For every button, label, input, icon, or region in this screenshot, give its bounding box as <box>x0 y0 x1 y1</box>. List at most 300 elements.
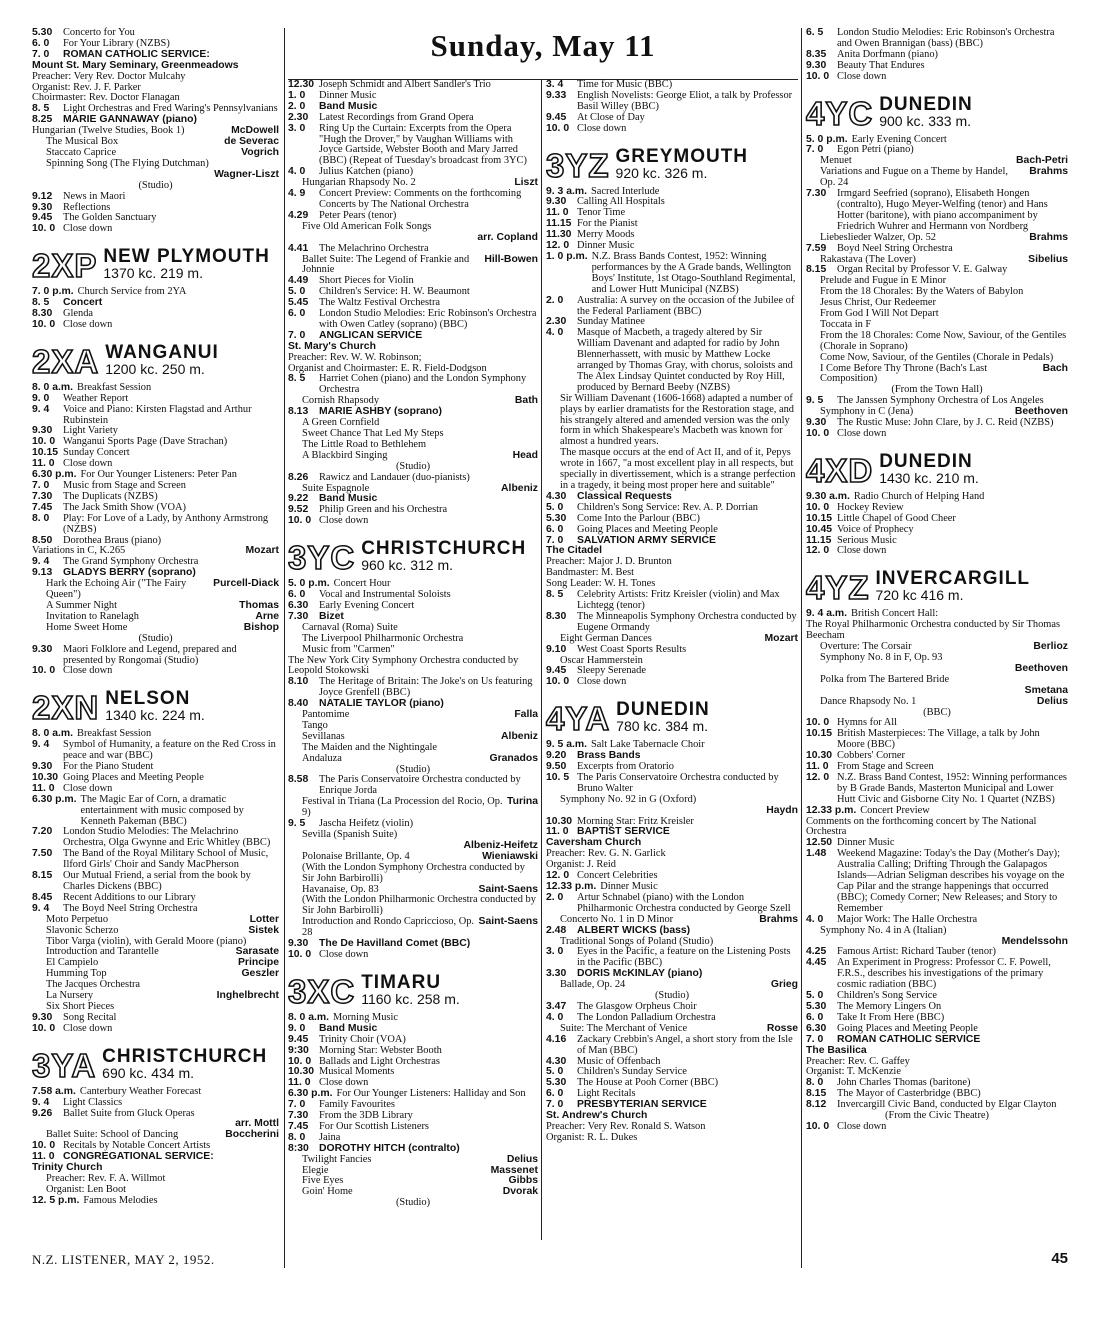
column-divider <box>801 28 802 1268</box>
program-title: The Boyd Neel String Orchestra <box>63 902 198 914</box>
program-time: 10. 0 <box>32 223 56 235</box>
detail-text: Preacher: Rev. W. W. Robinson; <box>288 351 422 363</box>
station-frequency: 1200 kc. 250 m. <box>105 360 205 377</box>
station-name: NEW PLYMOUTH <box>103 246 270 268</box>
composer: Saint-Saens <box>478 883 538 895</box>
program-title: Philip Green and his Orchestra <box>319 504 448 516</box>
program-entry <box>32 849 279 871</box>
program-detail <box>288 1155 538 1166</box>
station-frequency: 720 kc 416 m. <box>875 587 964 604</box>
detail-text: Five Eyes <box>302 1175 344 1187</box>
composer: Saint-Saens <box>478 916 538 928</box>
program-time: 6. 0 <box>546 523 564 535</box>
station-name: DUNEDIN <box>616 699 710 721</box>
program-time: 11. 0 <box>32 782 55 794</box>
station-info <box>876 569 1031 603</box>
detail-text: St. Mary's Church <box>288 340 376 352</box>
detail-text: Symphony No. 92 in G (Oxford) <box>560 793 697 805</box>
station-logo: 2XN <box>32 689 100 727</box>
program-title: Egon Petri (piano) <box>837 144 914 156</box>
program-title: Children's Song Service <box>837 990 937 1002</box>
program-time: 4.29 <box>288 209 309 221</box>
program-entry <box>546 525 798 536</box>
program-time: 9.10 <box>546 643 567 655</box>
program-title: Vocal and Instrumental Soloists <box>319 589 451 601</box>
program-title: Weather Report <box>63 392 129 404</box>
composer: Bach-Petri <box>1016 155 1068 167</box>
program-title: CONGREGATIONAL SERVICE: <box>63 1151 214 1163</box>
station-header-4yz <box>806 568 1068 607</box>
program-title: Close down <box>319 948 369 960</box>
program-title: The Janssen Symphony Orchestra of Los Angeles <box>837 395 1044 407</box>
program-entry <box>546 773 798 795</box>
program-title: Light Recitals <box>577 1088 636 1100</box>
program-entry <box>546 645 798 656</box>
program-title: The Paris Conservatoire Orchestra conducted by Bruno Walter <box>577 771 779 794</box>
detail-text: Bandmaster: M. Best <box>546 567 635 579</box>
station-header-4xd <box>806 450 1068 489</box>
studio-note: (Studio) <box>395 763 431 775</box>
program-title: For Our Scottish Listeners <box>319 1120 429 1132</box>
detail-text: (With the London Philharmonic Orchestra conducted by Sir John Barbirolli) <box>302 894 536 917</box>
program-time: 12. 0 <box>806 771 830 783</box>
program-time: 7.30 <box>288 610 309 622</box>
station-frequency: 1160 kc. 258 m. <box>361 990 460 1007</box>
program-title: Concert Preview <box>860 804 930 816</box>
station-info <box>102 1047 267 1081</box>
program-time: 10. 0 <box>288 1055 312 1067</box>
program-title: Morning Star: Webster Booth <box>319 1044 442 1056</box>
program-time: 9.30 <box>806 417 827 429</box>
station-info <box>103 247 269 281</box>
program-title: Close down <box>63 318 113 330</box>
detail-text: I Come Before Thy Throne (Bach's Last Composition) <box>820 362 988 385</box>
program-title: Excerpts from Oratorio <box>577 761 674 773</box>
program-title: Jaina <box>319 1131 341 1143</box>
program-time: 2. 0 <box>288 100 306 112</box>
program-title: Sacred Interlude <box>591 185 660 197</box>
program-time: 8.15 <box>32 870 53 882</box>
program-title: For Your Library (NZBS) <box>63 37 170 49</box>
composer: Inghelbrecht <box>216 990 279 1002</box>
program-time: 7. 0 <box>806 144 824 156</box>
program-time: 8. 0 <box>806 1077 824 1089</box>
column-3 <box>546 80 798 1144</box>
station-frequency: 690 kc. 434 m. <box>102 1064 194 1081</box>
program-title: Recent Additions to our Library <box>63 891 196 903</box>
program-title: Play: For Love of a Lady, by Anthony Armstrong (NZBS) <box>63 512 269 535</box>
program-detail <box>288 863 538 885</box>
program-detail <box>546 915 798 926</box>
program-detail <box>32 181 279 192</box>
program-title: GLADYS BERRY (soprano) <box>63 567 196 579</box>
program-title: Wanganui Sports Page (Dave Strachan) <box>63 436 228 448</box>
program-title: Light Variety <box>63 425 118 437</box>
program-time: 3.30 <box>546 968 567 980</box>
detail-text: Mount St. Mary Seminary, Greenmeadows <box>32 59 239 71</box>
detail-text: Music from "Carmen" <box>302 643 395 655</box>
detail-text: Symphony in C (Jena) <box>820 406 914 418</box>
station-frequency: 900 kc. 333 m. <box>879 112 972 129</box>
station-logo: 3YZ <box>546 146 610 184</box>
program-entry <box>32 405 279 427</box>
program-title: Dinner Music <box>577 240 635 252</box>
program-entry <box>546 893 798 915</box>
composer: Sistek <box>248 924 279 936</box>
detail-text: Preacher: Very Rev. Doctor Mulcahy <box>32 70 186 82</box>
program-time: 5. 0 p.m. <box>288 578 330 590</box>
program-time: 11. 0 <box>32 1151 55 1163</box>
program-time: 8.50 <box>32 534 53 546</box>
station-name: CHRISTCHURCH <box>361 538 527 560</box>
program-title: Musical Moments <box>319 1066 395 1078</box>
program-title: ROMAN CATHOLIC SERVICE: <box>63 48 210 60</box>
program-time: 10. 0 <box>32 318 56 330</box>
program-list <box>32 28 279 235</box>
program-title: Dinner Music <box>600 881 658 892</box>
program-time: 9.52 <box>288 504 309 516</box>
composer: arr. Copland <box>477 231 538 243</box>
program-time: 2.48 <box>546 924 567 936</box>
studio-note: (From the Civic Theatre) <box>885 1110 989 1122</box>
program-time: 6. 0 <box>806 1011 824 1023</box>
program-time: 8.12 <box>806 1099 827 1111</box>
detail-text: Hungarian Rhapsody No. 2 <box>302 177 416 189</box>
program-time: 7. 0 <box>32 48 50 60</box>
composer: Thomas <box>239 599 279 611</box>
station-info <box>361 973 460 1007</box>
program-detail <box>546 448 798 492</box>
program-entry <box>546 328 798 393</box>
program-time: 11.15 <box>806 534 832 546</box>
detail-text: Preacher: Rev. G. N. Garlick <box>546 848 666 860</box>
program-title: Close down <box>837 1120 887 1132</box>
studio-note: (Studio) <box>138 632 173 644</box>
program-time: 6.30 <box>806 1022 827 1034</box>
detail-text: From the 18 Chorales: Come Now, Saviour, of the Gentiles (Chorale in Soprano) <box>820 329 1067 352</box>
detail-text: Oscar Hammerstein <box>560 654 643 666</box>
program-time: 9.12 <box>32 190 53 202</box>
program-title: The Magic Ear of Corn, a dramatic entertainment with music composed by Kenneth Pakeman (BBC) <box>80 793 244 827</box>
program-title: Early Evening Concert <box>319 599 415 611</box>
program-detail <box>806 353 1068 364</box>
program-time: 5.45 <box>288 297 309 309</box>
program-list <box>806 135 1068 440</box>
program-title: Early Evening Concert <box>851 133 947 145</box>
station-header-2xn <box>32 688 279 727</box>
program-title: British Concert Hall: <box>851 608 939 620</box>
station-header-2xp <box>32 246 279 285</box>
program-time: 9. 5 <box>806 395 824 407</box>
detail-text: Five Old American Folk Songs <box>302 220 432 232</box>
detail-text: St. Andrew's Church <box>546 1110 648 1122</box>
program-title: The Grand Symphony Orchestra <box>63 556 199 568</box>
program-time: 4. 0 <box>546 1011 564 1023</box>
program-detail <box>288 1198 538 1209</box>
program-time: 10.30 <box>32 771 59 783</box>
program-time: 4.16 <box>546 1033 567 1045</box>
program-title: Close down <box>63 1022 113 1034</box>
program-time: 6.30 p.m. <box>32 793 77 805</box>
detail-text: The Basilica <box>806 1044 867 1056</box>
program-time: 10. 0 <box>806 428 830 439</box>
station-header-2xa <box>32 341 279 380</box>
program-list <box>32 729 279 1034</box>
program-detail <box>806 1046 1068 1057</box>
program-title: For the Pianist <box>577 218 638 230</box>
detail-text: Organist: R. L. Dukes <box>546 1131 638 1143</box>
program-title: MARIE GANNAWAY (piano) <box>63 114 197 126</box>
program-title: DOROTHY HITCH (contralto) <box>319 1142 460 1154</box>
program-detail <box>806 697 1068 708</box>
program-title: DORIS McKINLAY (piano) <box>577 968 703 980</box>
program-time: 9.45 <box>288 1033 309 1045</box>
station-info <box>879 452 979 486</box>
program-time: 4. 0 <box>288 166 306 178</box>
program-title: Zackary Crebbin's Angel, a short story from the Isle of Man (BBC) <box>577 1033 793 1056</box>
program-time: 4. 0 <box>806 913 824 925</box>
program-entry <box>546 926 798 937</box>
program-title: Children's Sunday Service <box>577 1066 687 1078</box>
detail-text: Trinity Church <box>32 1162 103 1174</box>
program-time: 9.30 <box>288 938 309 950</box>
program-title: The Mayor of Casterbridge (BBC) <box>837 1088 981 1100</box>
program-detail <box>32 634 279 645</box>
station-logo: 3YA <box>32 1046 97 1084</box>
footer-publication: N.Z. LISTENER, MAY 2, 1952. <box>32 1252 215 1267</box>
program-time: 9.30 <box>32 201 53 213</box>
program-title: Recitals by Notable Concert Artists <box>63 1140 211 1152</box>
composer: Beethoven <box>1014 406 1068 418</box>
composer: Bach <box>1042 362 1068 374</box>
program-time: 7. 0 <box>546 1099 564 1111</box>
program-title: Church Service from 2YA <box>77 286 187 298</box>
program-title: Famous Melodies <box>83 1194 158 1206</box>
program-title: Hockey Review <box>837 501 904 513</box>
station-name: TIMARU <box>361 971 442 993</box>
program-title: Band Music <box>319 493 378 505</box>
program-title: Concert <box>63 297 103 309</box>
program-entry <box>806 244 1068 255</box>
detail-text: Six Short Pieces <box>46 1000 115 1012</box>
program-entry <box>32 1024 279 1035</box>
program-title: Invercargill Civic Band, conducted by Elgar Clayton <box>837 1099 1057 1111</box>
program-entry <box>806 849 1068 914</box>
program-detail <box>32 61 279 72</box>
program-time: 10. 0 <box>806 1120 830 1132</box>
program-time: 7. 0 <box>806 1033 824 1045</box>
program-title: Breakfast Session <box>77 728 152 740</box>
program-entry <box>546 612 798 634</box>
program-detail <box>806 331 1068 353</box>
program-title: Classical Requests <box>577 490 672 502</box>
program-entry <box>806 958 1068 991</box>
program-entry <box>288 1046 538 1057</box>
program-detail <box>288 917 538 939</box>
program-time: 8. 0 <box>32 512 50 524</box>
composer: Massenet <box>490 1164 538 1176</box>
program-time: 7. 0 <box>288 329 306 341</box>
program-title: Ballads and Light Orchestras <box>319 1055 440 1067</box>
station-logo: 4YZ <box>806 569 870 607</box>
program-time: 7. 0 <box>546 534 564 546</box>
detail-text: Variations and Fugue on a Theme by Handel, Op. 24 <box>820 166 1008 189</box>
program-detail <box>546 795 798 806</box>
station-logo: 2XA <box>32 342 100 380</box>
composer: Wagner-Liszt <box>214 168 279 180</box>
program-title: Going Places and Meeting People <box>837 1022 978 1034</box>
program-entry <box>288 124 538 168</box>
composer: Rosse <box>766 1022 798 1034</box>
program-time: 4. 0 <box>546 327 564 339</box>
program-time: 9:30 <box>288 1044 309 1056</box>
program-detail <box>546 806 798 817</box>
station-info <box>879 95 973 129</box>
program-entry <box>32 224 279 235</box>
program-time: 8. 0 a.m. <box>32 728 74 740</box>
station-frequency: 1340 kc. 224 m. <box>105 707 205 724</box>
detail-text: Twilight Fancies <box>302 1153 372 1165</box>
program-title: Boyd Neel String Orchestra <box>837 242 953 254</box>
detail-text: From the 18 Chorales: By the Waters of Babylon <box>820 286 1024 298</box>
program-time: 9. 5 <box>288 818 306 830</box>
program-time: 8.30 <box>32 308 53 320</box>
program-time: 11.15 <box>546 218 572 230</box>
program-list <box>806 609 1068 1133</box>
program-entry <box>546 91 798 113</box>
program-detail <box>288 255 538 277</box>
program-title: Famous Artist: Richard Tauber (tenor) <box>837 946 996 958</box>
station-name: NELSON <box>105 688 191 710</box>
program-entry <box>32 192 279 203</box>
program-entry <box>288 113 538 124</box>
program-title: Beauty That Endures <box>837 59 925 71</box>
detail-text: Goin' Home <box>302 1186 353 1198</box>
detail-text: El Campielo <box>46 957 99 969</box>
program-title: An Experiment in Progress: Professor C. F. Powell, F.R.S., describes his investigations of the primary cosmic radiation (BBC) <box>837 957 1051 991</box>
program-title: Music of Offenbach <box>577 1055 661 1067</box>
detail-text: Jesus Christ, Our Redeemer <box>820 297 937 309</box>
program-time: 10. 0 <box>32 1022 56 1034</box>
program-title: Our Mutual Friend, a serial from the book by Charles Dickens (BBC) <box>63 870 251 892</box>
program-time: 10. 0 <box>806 717 830 729</box>
program-time: 9.50 <box>546 761 567 773</box>
program-title: Irmgard Seefried (soprano), Elisabeth Hongen (contralto), Hugo Meyer-Welfing (tenor) and Hans Hotter (baritone), with piano accompaniment by Friedrich Wuhrer and Hermann von Nordberg <box>837 188 1048 232</box>
program-time: 9.30 <box>32 425 53 437</box>
detail-text: The Royal Philharmonic Orchestra conducted by Sir Thomas Beecham <box>806 619 1061 642</box>
station-header-3yz <box>546 145 798 184</box>
program-title: London Studio Melodies: The Melachrino Orchestra, Olga Gwynne and Eric Whitley (BBC) <box>63 826 271 849</box>
program-time: 3. 0 <box>546 946 564 958</box>
program-detail <box>546 1133 798 1144</box>
detail-text: A Blackbird Singing <box>302 449 388 461</box>
program-detail <box>288 895 538 917</box>
program-time: 5. 0 <box>288 286 306 298</box>
detail-text: Symphony No. 8 in F, Op. 93 <box>820 651 943 663</box>
detail-text: Variations in C, K.265 <box>32 545 126 557</box>
program-entry <box>32 320 279 331</box>
program-title: Jascha Heifetz (violin) <box>319 818 414 830</box>
program-title: The Heritage of Britain: The Joke's on Us featuring Joyce Grenfell (BBC) <box>319 676 533 699</box>
detail-text: Organist: T. McKenzie <box>806 1066 901 1078</box>
program-time: 7.30 <box>806 188 827 200</box>
program-detail <box>806 686 1068 697</box>
station-header-3xc <box>288 971 538 1010</box>
detail-text: Sir William Davenant (1606-1668) adapted a number of plays by earlier dramatists for the Restoration stage, and his strangely altered and amended version was the only form in which Shakespeare's Macbeth was known for almost a hundred years. <box>560 392 795 448</box>
program-title: Come Into the Parlour (BBC) <box>577 512 700 524</box>
detail-text: Come Now, Saviour, of the Gentiles (Chorale in Pedals) <box>820 351 1054 363</box>
program-title: Close down <box>63 223 113 235</box>
program-title: News in Maori <box>63 190 126 202</box>
program-time: 8:30 <box>288 1142 309 1154</box>
detail-text: Pantomime <box>302 709 350 721</box>
detail-text: Hark the Echoing Air ("The Fairy Queen") <box>46 578 187 601</box>
program-title: Anita Dorfmann (piano) <box>837 48 938 60</box>
detail-text: Concerto No. 1 in D Minor <box>560 913 674 925</box>
program-entry <box>32 666 279 677</box>
program-title: ROMAN CATHOLIC SERVICE <box>837 1033 981 1045</box>
detail-text: Ballade, Op. 24 <box>560 979 626 991</box>
program-time: 10.30 <box>288 1066 315 1078</box>
composer: Mozart <box>245 545 279 557</box>
composer: Bishop <box>243 621 279 633</box>
program-title: Celebrity Artists: Fritz Kreisler (violin) and Max Lichtegg (tenor) <box>577 589 780 611</box>
program-time: 6. 0 <box>288 589 306 601</box>
composer: Lotter <box>249 913 279 925</box>
program-title: Concerto for You <box>63 27 135 38</box>
program-title: Dinner Music <box>837 837 895 849</box>
program-title: The Jack Smith Show (VOA) <box>63 501 186 513</box>
program-time: 12.30 <box>288 79 315 90</box>
station-info <box>616 147 749 181</box>
program-entry <box>806 773 1068 806</box>
program-title: Music from Stage and Screen <box>63 480 186 491</box>
program-time: 6.30 <box>288 599 309 611</box>
program-time: 9.45 <box>546 665 567 677</box>
detail-text: The Citadel <box>546 545 603 557</box>
program-time: 9.30 a.m. <box>806 490 850 502</box>
detail-text: Introduction and Tarantelle <box>46 946 159 958</box>
station-name: WANGANUI <box>105 341 219 363</box>
program-title: Morning Star: Fritz Kreisler <box>577 815 694 827</box>
program-time: 9.45 <box>32 212 53 224</box>
composer: Smetana <box>1024 684 1068 696</box>
detail-text: Home Sweet Home <box>46 621 128 633</box>
program-time: 9. 3 a.m. <box>546 185 588 197</box>
program-title: Close down <box>319 515 369 527</box>
program-time: 9. 4 a.m. <box>806 608 848 620</box>
detail-text: Toccata in F <box>820 318 872 330</box>
composer: Liszt <box>514 177 538 189</box>
detail-text: Song Leader: W. H. Tones <box>546 578 656 590</box>
program-title: Symbol of Humanity, a feature on the Red Cross in peace and war (BBC) <box>63 739 276 762</box>
detail-text: Andaluza <box>302 752 342 764</box>
composer: Wieniawski <box>482 850 538 862</box>
detail-text: Humming Top <box>46 968 107 980</box>
composer: Dvorak <box>502 1186 538 1198</box>
program-title: Band Music <box>319 1022 378 1034</box>
program-time: 9.30 <box>806 59 827 71</box>
program-detail <box>806 926 1068 937</box>
program-entry <box>288 775 538 797</box>
detail-text: Ballet Suite: School of Dancing <box>46 1129 179 1141</box>
program-time: 7. 0 p.m. <box>32 286 74 298</box>
program-title: Family Favourites <box>319 1099 395 1111</box>
station-name: DUNEDIN <box>879 450 973 472</box>
program-entry <box>546 947 798 969</box>
detail-text: Sevillanas <box>302 730 345 742</box>
detail-text: A Green Cornfield <box>302 417 380 429</box>
